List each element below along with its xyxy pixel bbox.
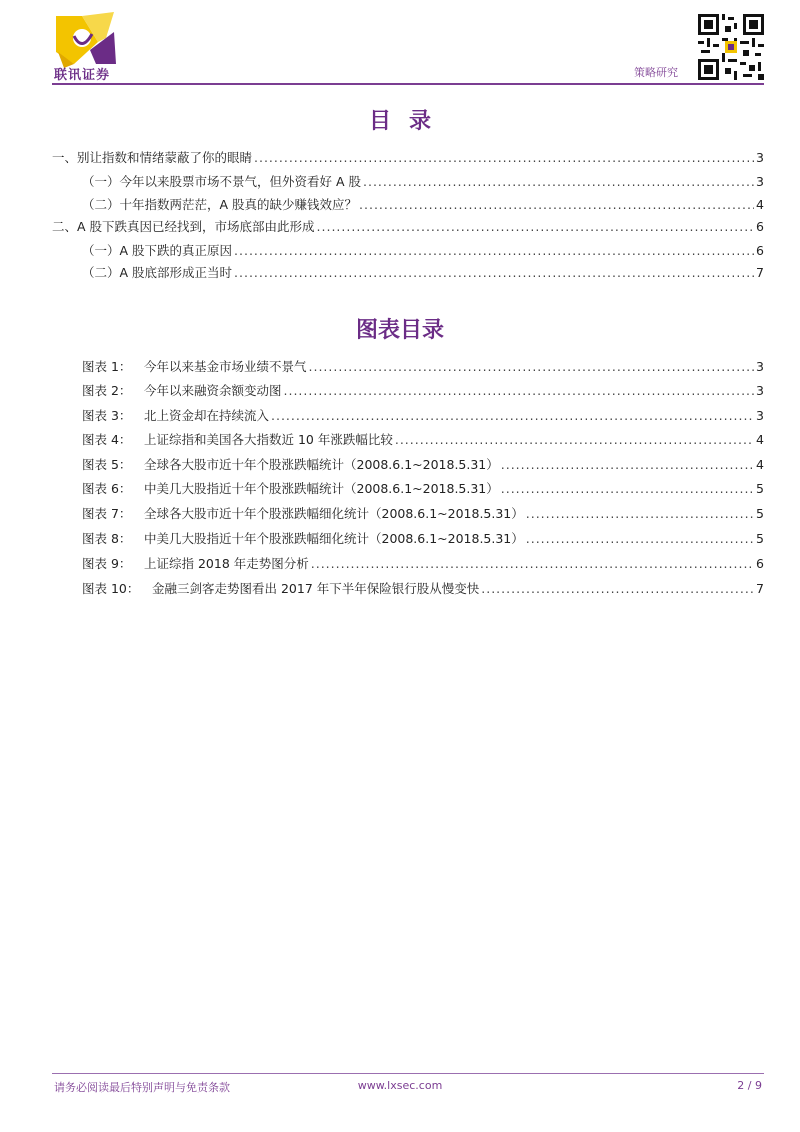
leader-dots: [363, 173, 754, 191]
figure-entry-text: 今年以来基金市场业绩不景气: [144, 359, 307, 374]
figure-number: 图表 7：: [82, 506, 132, 521]
figure-entry-text: 上证综指 2018 年走势图分析: [144, 556, 309, 571]
figure-entry[interactable]: [82, 407, 764, 425]
figure-number: 图表 8：: [82, 531, 132, 546]
figure-entry-page: 4: [756, 457, 764, 472]
leader-dots: [526, 505, 754, 523]
toc-entry[interactable]: [52, 149, 764, 167]
leader-dots: [234, 264, 754, 282]
figure-entry-text: 今年以来融资余额变动图: [144, 383, 282, 398]
footer-website: www.lxsec.com: [357, 1079, 443, 1092]
figure-number: 图表 6：: [82, 481, 132, 496]
figure-entry-page: 6: [756, 556, 764, 571]
figure-number: 图表 3：: [82, 408, 132, 423]
footer-divider: [52, 1073, 764, 1074]
figure-entry[interactable]: [82, 505, 764, 523]
toc-entry-page: 6: [756, 243, 764, 258]
figure-number: 图表 1：: [82, 359, 132, 374]
toc-entry-page: 3: [756, 174, 764, 189]
figure-entry[interactable]: [82, 358, 764, 376]
toc-entry-text: 二、A 股下跌真因已经找到，市场底部由此形成: [52, 219, 315, 234]
figure-entry-text: 金融三剑客走势图看出 2017 年下半年保险银行股从慢变快: [152, 581, 480, 596]
logo-text: 联讯证券: [54, 68, 111, 83]
figure-entry[interactable]: [82, 530, 764, 548]
figure-number: 图表 2：: [82, 383, 132, 398]
toc-entry-text: 一、别让指数和情绪蒙蔽了你的眼睛: [52, 150, 253, 165]
leader-dots: [395, 431, 754, 449]
figure-entry-text: 全球各大股市近十年个股涨跌幅统计（2008.6.1~2018.5.31）: [144, 457, 499, 472]
report-category: 策略研究: [634, 66, 678, 79]
toc-entry[interactable]: [82, 173, 764, 191]
leader-dots: [271, 407, 754, 425]
leader-dots: [526, 530, 754, 548]
figure-entry-page: 7: [756, 581, 764, 596]
figure-entry-text: 全球各大股市近十年个股涨跌幅细化统计（2008.6.1~2018.5.31）: [144, 506, 524, 521]
figure-entry-page: 3: [756, 383, 764, 398]
leader-dots: [284, 382, 755, 400]
figure-entry-page: 3: [756, 408, 764, 423]
toc-title: 目录: [368, 108, 449, 134]
leader-dots: [311, 555, 754, 573]
figure-number: 图表 5：: [82, 457, 132, 472]
figure-entry-page: 5: [756, 531, 764, 546]
figure-entry[interactable]: [82, 456, 764, 474]
toc-entry-page: 3: [756, 150, 764, 165]
page-indicator: 2 / 9: [737, 1079, 762, 1092]
footer-disclaimer: 请务必阅读最后特别声明与免责条款: [54, 1081, 230, 1094]
leader-dots: [359, 196, 754, 214]
leader-dots: [501, 480, 754, 498]
figure-entry-text: 中美几大股指近十年个股涨跌幅细化统计（2008.6.1~2018.5.31）: [144, 531, 524, 546]
leader-dots: [254, 149, 754, 167]
toc-entry[interactable]: [82, 196, 764, 214]
header-divider: [52, 83, 764, 85]
leader-dots: [501, 456, 754, 474]
qr-code-icon: [698, 14, 764, 80]
toc-entry-page: 7: [756, 265, 764, 280]
leader-dots: [234, 242, 754, 260]
figure-list-title: 图表目录: [355, 317, 444, 343]
figure-entry-page: 3: [756, 359, 764, 374]
toc-entry-page: 6: [756, 219, 764, 234]
toc-entry[interactable]: [52, 218, 764, 236]
figure-entry[interactable]: [82, 431, 764, 449]
figure-entry[interactable]: [82, 555, 764, 573]
figure-number: 图表 9：: [82, 556, 132, 571]
toc-entry-text: （一）A 股下跌的真正原因: [82, 243, 233, 258]
figure-entry-text: 中美几大股指近十年个股涨跌幅统计（2008.6.1~2018.5.31）: [144, 481, 499, 496]
figure-number: 图表 10：: [82, 581, 140, 596]
figure-entry[interactable]: [82, 580, 764, 598]
figure-entry-page: 4: [756, 432, 764, 447]
figure-entry[interactable]: [82, 382, 764, 400]
figure-entry-page: 5: [756, 481, 764, 496]
figure-entry-text: 北上资金却在持续流入: [144, 408, 270, 423]
figure-entry-text: 上证综指和美国各大指数近 10 年涨跌幅比较: [144, 432, 393, 447]
toc-entry-text: （二）十年指数两茫茫，A 股真的缺少赚钱效应？: [82, 197, 358, 212]
toc-entry[interactable]: [82, 264, 764, 282]
toc-entry-text: （一）今年以来股票市场不景气，但外资看好 A 股: [82, 174, 361, 189]
figure-entry[interactable]: [82, 480, 764, 498]
toc-entry-page: 4: [756, 197, 764, 212]
leader-dots: [481, 580, 754, 598]
leader-dots: [317, 218, 755, 236]
figure-number: 图表 4：: [82, 432, 132, 447]
leader-dots: [309, 358, 755, 376]
toc-entry-text: （二）A 股底部形成正当时: [82, 265, 233, 280]
figure-entry-page: 5: [756, 506, 764, 521]
page-header: [0, 0, 800, 90]
toc-entry[interactable]: [82, 242, 764, 260]
